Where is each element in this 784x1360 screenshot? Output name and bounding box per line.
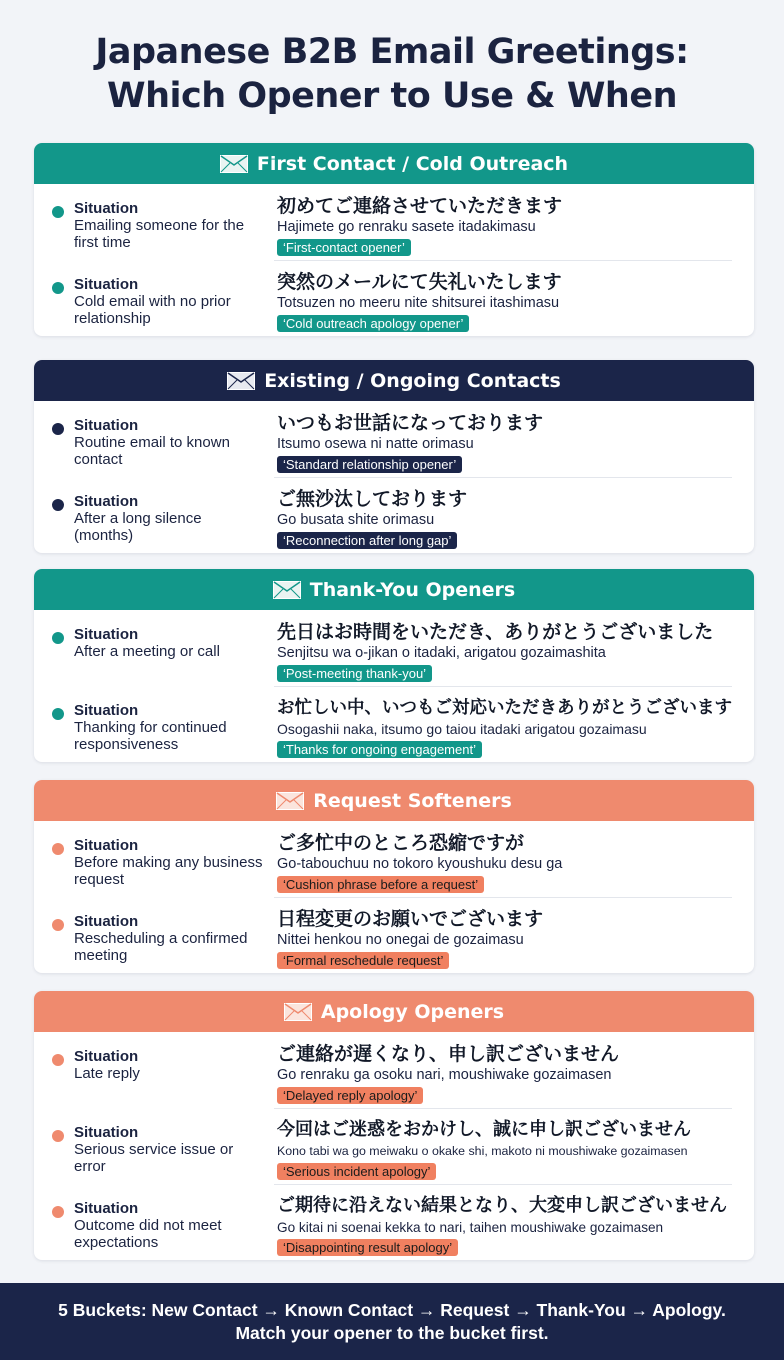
section-header: [34, 991, 754, 1032]
situation-label: Situation: [74, 1200, 139, 1217]
japanese-phrase: 日程変更のお願いでございます: [277, 908, 544, 930]
situation-block: [74, 1124, 264, 1175]
situation-block: [74, 200, 264, 251]
bullet-dot: [52, 919, 64, 931]
japanese-phrase: 初めてご連絡させていただきます: [277, 195, 563, 217]
romaji-text: Itsumo osewa ni natte orimasu: [277, 436, 474, 452]
usage-tag: ‘Standard relationship opener’: [277, 456, 462, 473]
footer-line-1: 5 Buckets: New Contact → Known Contact → Request → Thank-You → Apology.: [58, 1300, 726, 1320]
bullet-dot: [52, 708, 64, 720]
section-header: [34, 360, 754, 401]
opener-row: [34, 610, 754, 686]
situation-text: After a meeting or call: [74, 643, 220, 660]
footer-summary: [0, 1283, 784, 1360]
japanese-phrase: 先日はお時間をいただき、ありがとうございました: [277, 621, 714, 643]
usage-tag: ‘Delayed reply apology’: [277, 1087, 423, 1104]
section-first-contact: [34, 143, 754, 336]
section-title: Thank-You Openers: [309, 578, 516, 601]
envelope-icon: [273, 581, 301, 599]
opener-row: [34, 477, 754, 553]
bullet-dot: [52, 843, 64, 855]
usage-tag: ‘Cold outreach apology opener’: [277, 315, 469, 332]
usage-tag: ‘Formal reschedule request’: [277, 952, 449, 969]
situation-label: Situation: [74, 200, 139, 217]
situation-text: Before making any business request: [74, 854, 263, 888]
situation-text: Thanking for continued responsiveness: [74, 719, 227, 753]
situation-label: Situation: [74, 913, 139, 930]
situation-block: [74, 626, 264, 660]
section-title: Existing / Ongoing Contacts: [264, 369, 561, 392]
japanese-phrase: ご連絡が遅くなり、申し訳ございません: [277, 1043, 620, 1065]
situation-label: Situation: [74, 276, 139, 293]
situation-label: Situation: [74, 702, 139, 719]
situation-text: Cold email with no prior relationship: [74, 293, 231, 327]
situation-label: Situation: [74, 417, 139, 434]
bullet-dot: [52, 632, 64, 644]
section-thank-you: [34, 569, 754, 762]
situation-text: Late reply: [74, 1065, 140, 1082]
situation-text: After a long silence (months): [74, 510, 202, 544]
situation-text: Rescheduling a confirmed meeting: [74, 930, 248, 964]
japanese-phrase: 今回はご迷惑をおかけし、誠に申し訳ございません: [277, 1119, 691, 1140]
situation-label: Situation: [74, 837, 139, 854]
situation-label: Situation: [74, 626, 139, 643]
romaji-text: Nittei henkou no onegai de gozaimasu: [277, 932, 524, 948]
romaji-text: Osogashii naka, itsumo go taiou itadaki arigatou gozaimasu: [277, 721, 647, 737]
envelope-icon: [276, 792, 304, 810]
situation-label: Situation: [74, 493, 139, 510]
situation-block: [74, 913, 264, 964]
japanese-phrase: ご無沙汰しております: [277, 488, 468, 510]
bullet-dot: [52, 423, 64, 435]
bullet-dot: [52, 499, 64, 511]
romaji-text: Kono tabi wa go meiwaku o okake shi, makoto ni moushiwake gozaimasen: [277, 1144, 688, 1158]
bullet-dot: [52, 1054, 64, 1066]
situation-block: [74, 702, 264, 753]
japanese-phrase: お忙しい中、いつもご対応いただきありがとうございます: [277, 698, 732, 718]
situation-block: [74, 1048, 264, 1082]
usage-tag: ‘Disappointing result apology’: [277, 1239, 458, 1256]
opener-row: [34, 897, 754, 973]
situation-text: Routine email to known contact: [74, 434, 230, 468]
envelope-icon: [284, 1003, 312, 1021]
section-request-softeners: [34, 780, 754, 973]
bullet-dot: [52, 282, 64, 294]
opener-row: [34, 1184, 754, 1260]
japanese-phrase: 突然のメールにて失礼いたします: [277, 271, 562, 293]
situation-text: Emailing someone for the first time: [74, 217, 245, 251]
romaji-text: Go renraku ga osoku nari, moushiwake gozaimasen: [277, 1067, 612, 1083]
section-title: Request Softeners: [313, 789, 512, 812]
section-title: Apology Openers: [320, 1000, 505, 1023]
situation-block: [74, 276, 264, 327]
romaji-text: Senjitsu wa o-jikan o itadaki, arigatou gozaimashita: [277, 645, 606, 661]
bullet-dot: [52, 206, 64, 218]
section-existing-contacts: [34, 360, 754, 553]
situation-block: [74, 493, 264, 544]
usage-tag: ‘Cushion phrase before a request’: [277, 876, 484, 893]
romaji-text: Totsuzen no meeru nite shitsurei itashimasu: [277, 295, 560, 311]
situation-block: [74, 837, 264, 888]
situation-label: Situation: [74, 1048, 139, 1065]
opener-row: [34, 1032, 754, 1108]
japanese-phrase: いつもお世話になっております: [277, 412, 544, 434]
opener-row: [34, 1108, 754, 1184]
situation-label: Situation: [74, 1124, 139, 1141]
opener-row: [34, 184, 754, 260]
footer-line-2: Match your opener to the bucket first.: [235, 1323, 549, 1343]
situation-block: [74, 417, 264, 468]
usage-tag: ‘Post-meeting thank-you’: [277, 665, 432, 682]
japanese-phrase: ご期待に沿えない結果となり、大変申し訳ございません: [277, 1195, 727, 1216]
situation-block: [74, 1200, 264, 1251]
page-title: [0, 30, 784, 118]
section-apology-openers: [34, 991, 754, 1260]
usage-tag: ‘Reconnection after long gap’: [277, 532, 457, 549]
romaji-text: Go-tabouchuu no tokoro kyoushuku desu ga: [277, 856, 563, 872]
section-header: [34, 569, 754, 610]
section-header: [34, 143, 754, 184]
usage-tag: ‘Serious incident apology’: [277, 1163, 436, 1180]
bullet-dot: [52, 1206, 64, 1218]
section-header: [34, 780, 754, 821]
opener-row: [34, 260, 754, 336]
opener-row: [34, 821, 754, 897]
romaji-text: Go busata shite orimasu: [277, 512, 435, 528]
page-title-line-2: Which Opener to Use & When: [106, 76, 678, 116]
situation-text: Outcome did not meet expectations: [74, 1217, 222, 1251]
situation-text: Serious service issue or error: [74, 1141, 234, 1175]
opener-row: [34, 686, 754, 762]
section-title: First Contact / Cold Outreach: [256, 152, 569, 175]
page-title-line-1: Japanese B2B Email Greetings:: [95, 32, 689, 72]
romaji-text: Hajimete go renraku sasete itadakimasu: [277, 219, 536, 235]
japanese-phrase: ご多忙中のところ恐縮ですが: [277, 832, 525, 854]
envelope-icon: [220, 155, 248, 173]
envelope-icon: [227, 372, 255, 390]
bullet-dot: [52, 1130, 64, 1142]
opener-row: [34, 401, 754, 477]
usage-tag: ‘First-contact opener’: [277, 239, 411, 256]
usage-tag: ‘Thanks for ongoing engagement’: [277, 741, 482, 758]
romaji-text: Go kitai ni soenai kekka to nari, taihen moushiwake gozaimasen: [277, 1220, 664, 1235]
